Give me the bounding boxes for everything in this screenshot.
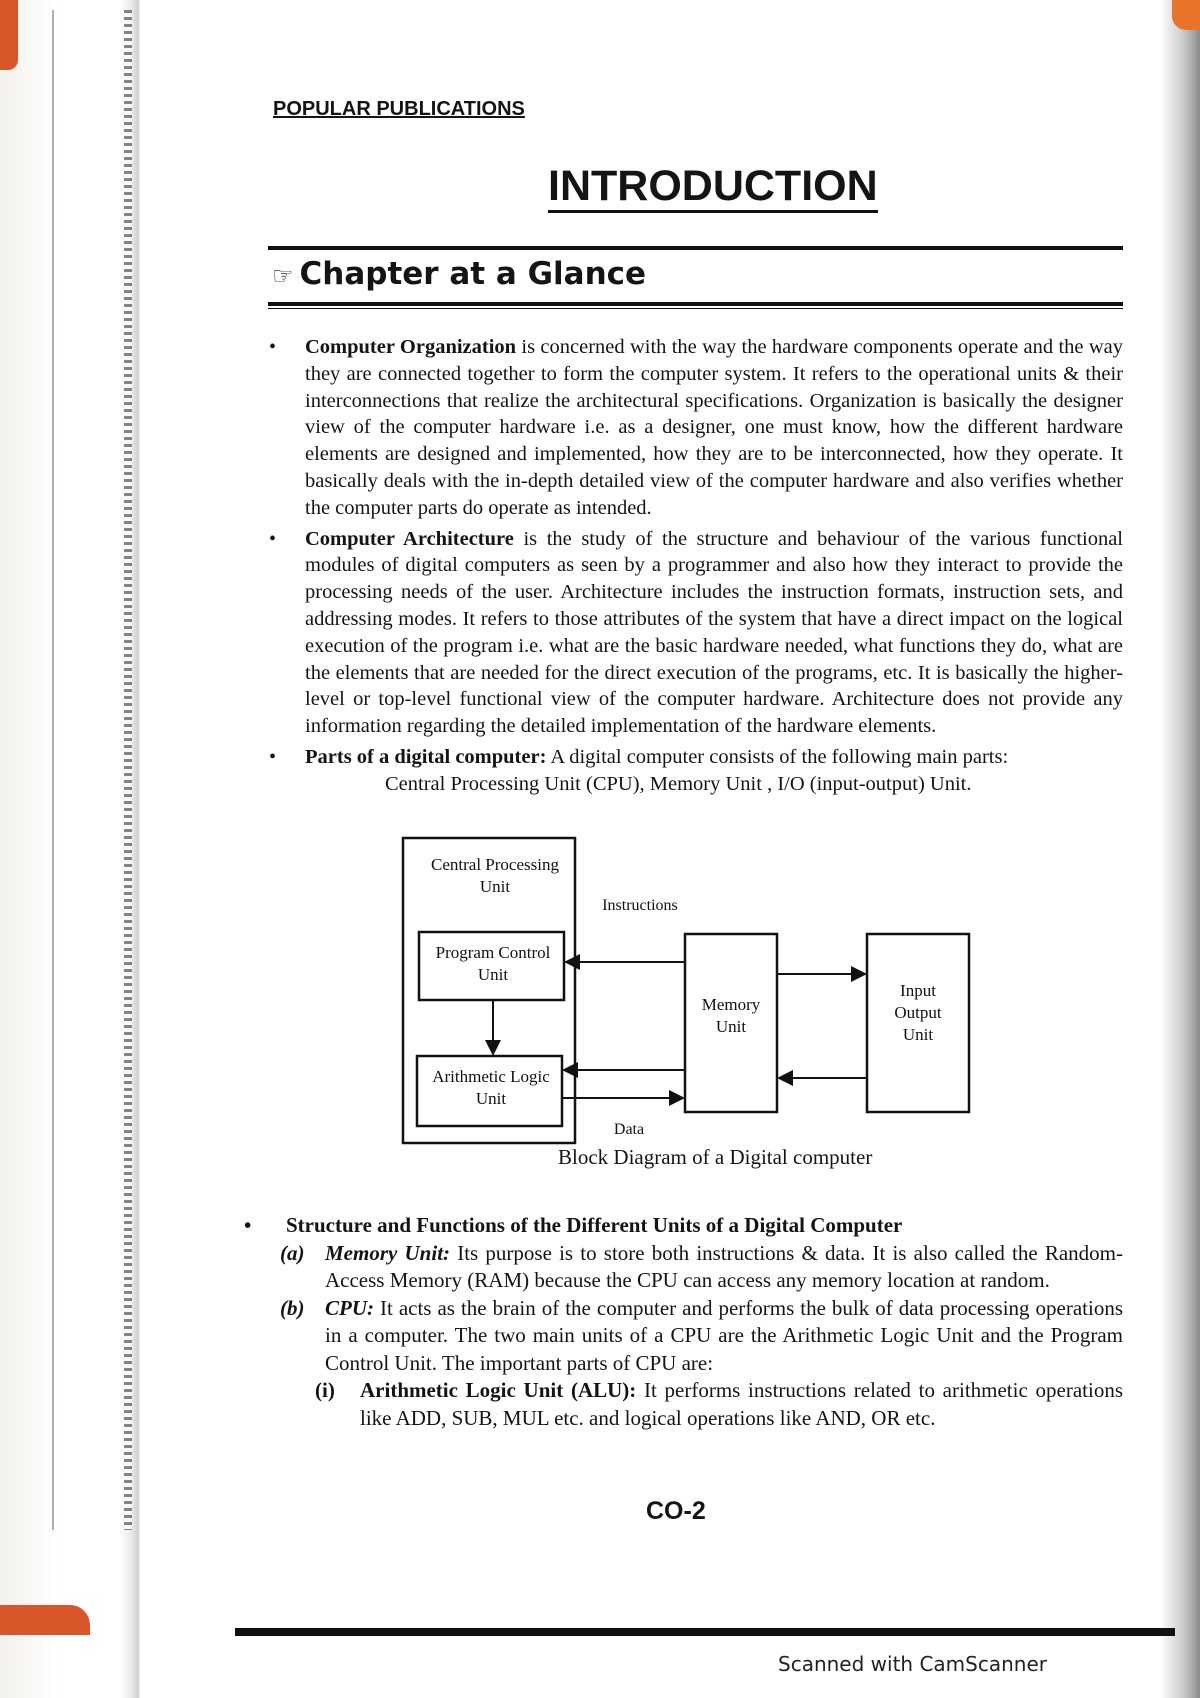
pcu-label-line1: Program Control [435, 943, 551, 962]
cpu-label-line1: Central Processing [431, 855, 559, 874]
section-rule-bottom-thin [268, 308, 1123, 309]
block-diagram [395, 834, 995, 1169]
structure-item-cpu [240, 1295, 1123, 1378]
page-title: INTRODUCTION [548, 162, 878, 213]
book-gutter [0, 0, 140, 1698]
item-text: It acts as the brain of the computer and performs the bulk of data processing operations in a computer. The two main units of a CPU are the Arithmetic Logic Unit and the Program Control Unit. The important parts of CPU are: [325, 1295, 1123, 1375]
diagram-caption: Block Diagram of a Digital computer [558, 1145, 873, 1169]
page-corner-color-tab [0, 1605, 90, 1635]
bullet-dot: • [269, 336, 277, 358]
subitem-label: (i) [315, 1378, 335, 1402]
page-corner-color-tab-right [1172, 0, 1200, 30]
section-heading-text: Chapter at a Glance [299, 256, 647, 292]
bullet-computer-architecture [255, 526, 1123, 740]
item-text: Its purpose is to store both instructions & data. It is also called the Random-Access Memory (RAM) because the CPU can access any memory location at random. [325, 1240, 1124, 1292]
item-label: (a) [280, 1240, 305, 1265]
page-bottom-rule [235, 1628, 1175, 1636]
data-label: Data [613, 1121, 645, 1138]
bullet-text: is concerned with the way the hardware components operate and the way they are connected together to form the computer system. It refers to the operational units & their interconnections that realize the architectural specifications. Organization is basically the designer view of the computer hardware i.e. as a designer, one must know, how the different hardware elements are designed and implemented, how they are to be interconnected, how they operate. It basically deals with the in-depth detailed view of the computer hardware and also verifies whether the computer parts do operate as intended. [305, 336, 1123, 519]
io-label-line1: Input [900, 981, 936, 1000]
page-number: CO-2 [646, 1497, 706, 1525]
bullet-dot: • [269, 745, 277, 768]
book-spine-binding [124, 10, 132, 1530]
subitem-term: Arithmetic Logic Unit (ALU): [360, 1378, 637, 1402]
pcu-label-line2: Unit [477, 965, 509, 984]
bullet-text: A digital computer consists of the following main parts: [546, 745, 1009, 768]
section-rule-bottom [268, 302, 1123, 306]
section-rule-top [268, 246, 1123, 250]
subitem-text: It performs instructions related to arithmetic operations like ADD, SUB, MUL etc. and logical operations like AND, OR etc. [360, 1378, 1123, 1430]
instructions-label: Instructions [602, 897, 678, 914]
structure-subitem-alu [240, 1377, 1123, 1432]
structure-heading-text: Structure and Functions of the Different Units of a Digital Computer [286, 1213, 903, 1237]
bullet-parts-of-computer [255, 744, 1123, 798]
page-right-shadow [1160, 0, 1200, 1698]
bullet-term: Computer Organization [305, 336, 517, 358]
pointing-hand-icon: ☞ [272, 262, 294, 290]
bullet-subline: Central Processing Unit (CPU), Memory Unit , I/O (input-output) Unit. [385, 772, 972, 795]
glance-bullets [255, 334, 1123, 802]
item-label: (b) [280, 1295, 305, 1320]
structure-item-memory [240, 1240, 1123, 1295]
item-term: CPU: [325, 1295, 374, 1320]
scanner-watermark: Scanned with CamScanner [778, 1652, 1047, 1676]
page-edge-color-tab [0, 0, 18, 70]
structure-heading [240, 1212, 1123, 1240]
memory-label-line2: Unit [715, 1017, 747, 1036]
item-term: Memory Unit: [325, 1240, 451, 1265]
bullet-text: is the study of the structure and behaviour of the various functional modules of digital computers as seen by a programmer and also how they interact to provide the processing needs of the user. Architecture includes the instruction formats, instruction sets, and addressing modes. It refers to those attributes of the system that have a direct impact on the logical execution of the program i.e. what are the basic hardware needed, what functions they do, what are the elements that are needed for the direct execution of the programs, etc. It is basically the higher-level or top-level functional view of the computer hardware. Architecture does not provide any information regarding the detailed implementation of the hardware elements. [305, 527, 1124, 738]
alu-label-line2: Unit [475, 1089, 507, 1108]
publisher-header: POPULAR PUBLICATIONS [273, 98, 525, 120]
io-label-line2: Output [894, 1003, 942, 1022]
alu-label-line1: Arithmetic Logic [432, 1067, 550, 1086]
bullet-term: Computer Architecture [305, 527, 514, 550]
structure-section [240, 1212, 1123, 1432]
cpu-label-line2: Unit [479, 877, 511, 896]
bullet-dot: • [244, 1213, 252, 1237]
bullet-dot: • [269, 527, 277, 550]
section-heading [272, 256, 646, 292]
bullet-term: Parts of a digital computer: [305, 745, 547, 768]
io-unit-box [867, 934, 969, 1112]
io-label-line3: Unit [902, 1025, 934, 1044]
gutter-line [52, 10, 54, 1530]
bullet-computer-organization [255, 334, 1123, 522]
memory-label-line1: Memory [701, 995, 761, 1014]
